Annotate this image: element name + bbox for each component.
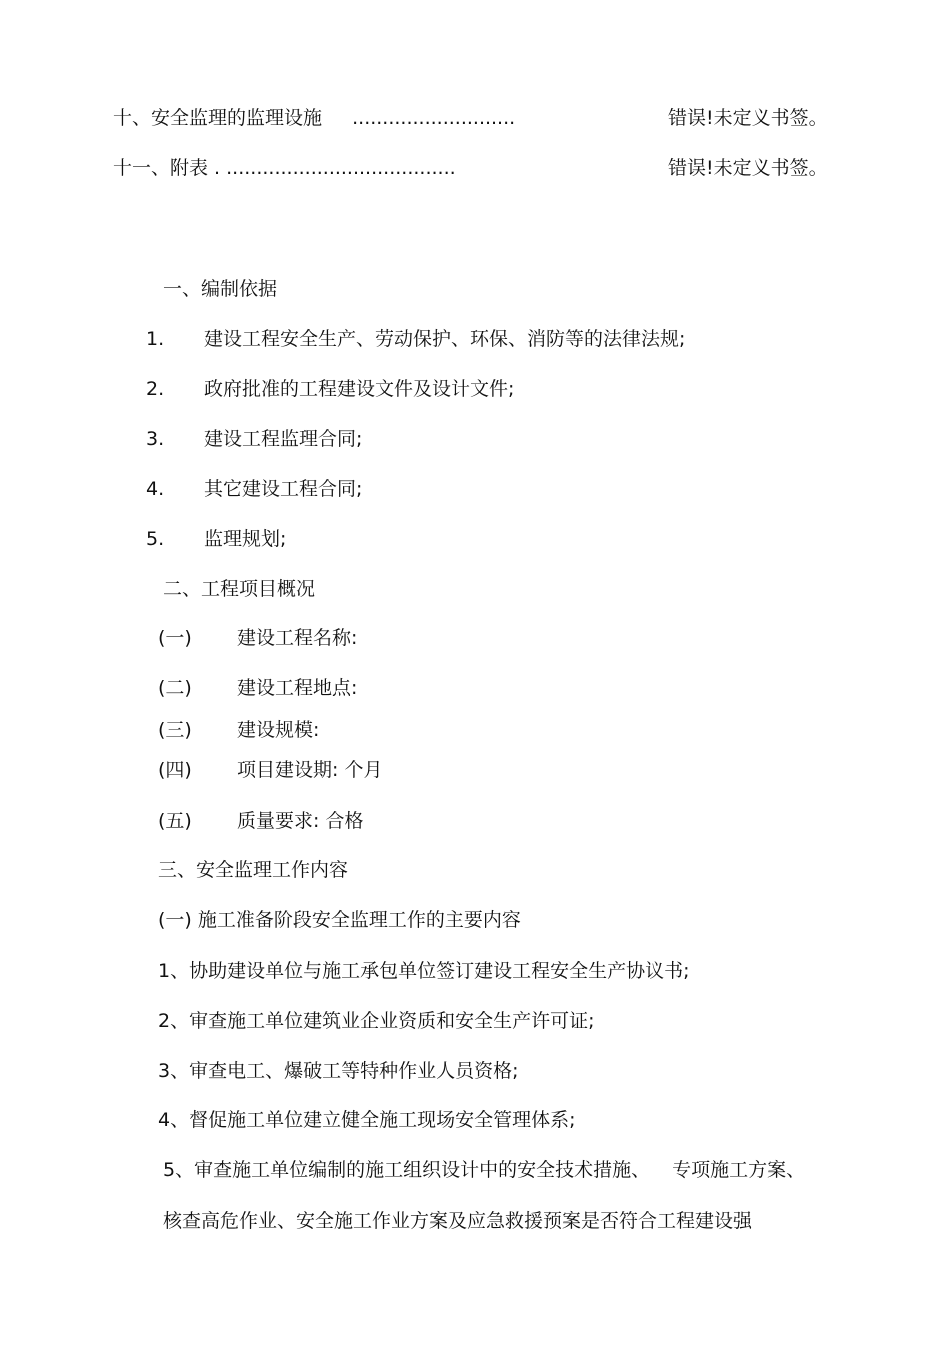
list-text: 建设工程地点: xyxy=(237,677,358,699)
list-item: 3、审查电工、爆破工等特种作业人员资格; xyxy=(158,1060,519,1082)
list-text: 政府批准的工程建设文件及设计文件; xyxy=(204,378,515,400)
list-text: 项目建设期: 个月 xyxy=(237,759,383,781)
list-number: (二) xyxy=(158,677,192,699)
list-text: 专项施工方案、 xyxy=(672,1159,806,1181)
toc-title: 十、安全监理的监理设施 xyxy=(113,107,323,129)
subsection-heading: (一) 施工准备阶段安全监理工作的主要内容 xyxy=(158,909,521,931)
list-text: 建设工程名称: xyxy=(237,627,358,649)
list-number: (五) xyxy=(158,810,192,832)
list-item xyxy=(146,427,362,451)
list-number: (一) xyxy=(158,627,192,649)
list-text: 建设工程监理合同; xyxy=(204,428,363,450)
list-item-continuation: 核查高危作业、安全施工作业方案及应急救援预案是否符合工程建设强 xyxy=(163,1210,753,1232)
toc-entry[interactable] xyxy=(113,156,456,180)
list-text: 建设工程安全生产、劳动保护、环保、消防等的法律法规; xyxy=(204,328,686,350)
list-item xyxy=(158,626,357,650)
list-number: 4. xyxy=(146,478,165,500)
list-text: 建设规模: xyxy=(237,719,320,741)
list-item xyxy=(163,1158,805,1182)
list-item xyxy=(146,377,514,401)
list-item xyxy=(158,758,382,782)
list-number: (三) xyxy=(158,719,192,741)
list-text: 监理规划; xyxy=(204,528,287,550)
list-text: 其它建设工程合同; xyxy=(204,478,363,500)
list-item xyxy=(146,327,685,351)
list-number: (四) xyxy=(158,759,192,781)
toc-leader-dots: ...................................... xyxy=(226,157,456,179)
list-item xyxy=(158,718,319,742)
toc-page-ref: 错误!未定义书签。 xyxy=(668,107,828,129)
toc-page-ref: 错误!未定义书签。 xyxy=(668,157,828,179)
list-item xyxy=(158,676,357,700)
section-heading: 二、工程项目概况 xyxy=(163,578,316,600)
list-number: 2. xyxy=(146,378,165,400)
list-number: 5. xyxy=(146,528,165,550)
list-item: 1、协助建设单位与施工承包单位签订建设工程安全生产协议书; xyxy=(158,960,690,982)
list-item: 4、督促施工单位建立健全施工现场安全管理体系; xyxy=(158,1109,576,1131)
toc-entry[interactable] xyxy=(113,106,515,130)
list-text: 质量要求: 合格 xyxy=(237,810,364,832)
list-number: 1. xyxy=(146,328,165,350)
list-text: 5、审查施工单位编制的施工组织设计中的安全技术措施、 xyxy=(163,1159,651,1181)
section-heading: 三、安全监理工作内容 xyxy=(158,859,349,881)
section-heading: 一、编制依据 xyxy=(163,278,278,300)
list-item xyxy=(146,477,362,501)
list-number: 3. xyxy=(146,428,165,450)
toc-title: 十一、附表 . xyxy=(113,157,221,179)
toc-leader-dots: ........................... xyxy=(352,107,516,129)
list-item xyxy=(158,809,363,833)
list-item xyxy=(146,527,286,551)
list-item: 2、审查施工单位建筑业企业资质和安全生产许可证; xyxy=(158,1010,595,1032)
